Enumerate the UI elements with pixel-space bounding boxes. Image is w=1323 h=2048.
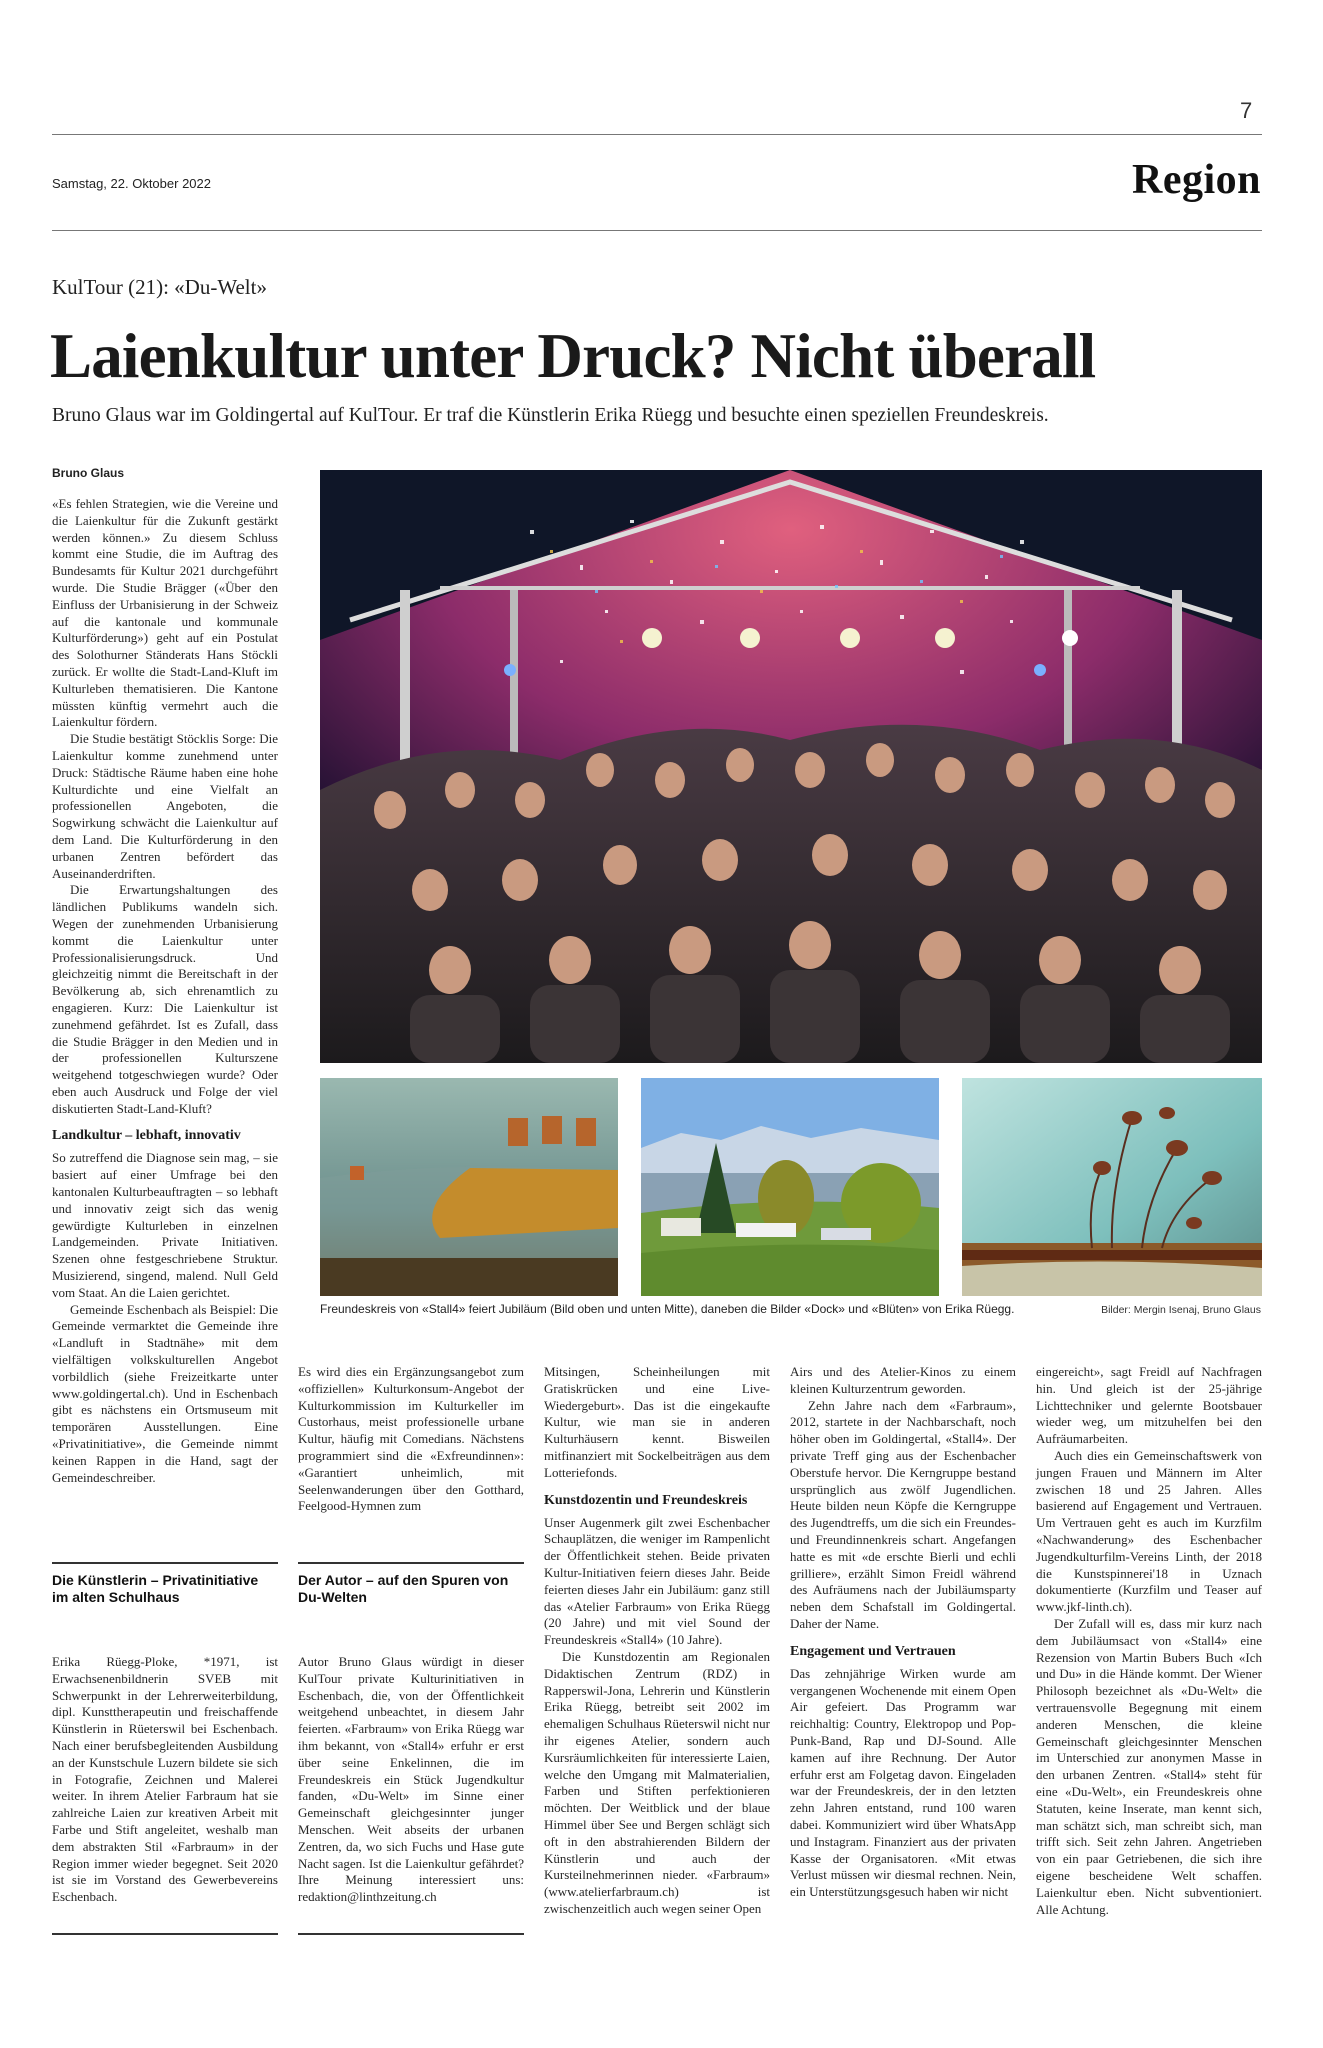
paragraph: Mitsingen, Scheinheilungen mit Gratiskrücken und eine Live-Wiedergeburt». Das ist die eingekaufte Kultur, wie man sie in anderen Kulturhäusern kennt. Bisweilen mitfinanziert mit Sockelbeiträgen aus dem Lotteriefonds. — [544, 1364, 770, 1480]
paragraph: Es wird dies ein Ergänzungsangebot zum «offiziellen» Kulturkonsum-Angebot der Kulturkommission im Kulturkeller im Custorhaus, meist professionelle urbane Kultur, häufig mit Comedians. Nächstens programmiert sind die «Exfreundinnen»: «Garantiert unheimlich, mit Seelenwanderungen über den Gotthard, Feelgood-Hymnen zum — [298, 1364, 524, 1514]
painting-blueten-illustration — [962, 1078, 1262, 1296]
section-title: Region — [1132, 157, 1261, 203]
painting-blueten-photo — [962, 1078, 1262, 1296]
column-2 — [298, 1364, 524, 1515]
page-number: 7 — [1240, 98, 1253, 123]
party-photo-illustration — [320, 470, 1262, 1063]
painting-dock-photo — [320, 1078, 618, 1296]
column-5 — [1036, 1364, 1262, 1918]
box-author-text — [298, 1654, 524, 1906]
box-artist-top-rule — [52, 1562, 278, 1564]
article-lead: Bruno Glaus war im Goldingertal auf KulTour. Er traf die Künstlerin Erika Rüegg und besuchte einen speziellen Freundeskreis. — [52, 405, 1049, 426]
photo-caption: Freundeskreis von «Stall4» feiert Jubiläum (Bild oben und unten Mitte), daneben die Bilder «Dock» und «Blüten» von Erika Rüegg. — [320, 1302, 1015, 1316]
box-author-title: Der Autor – auf den Spuren von Du-Welten — [298, 1572, 509, 1605]
paragraph: Unser Augenmerk gilt zwei Eschenbacher Schauplätzen, die weniger im Rampenlicht der Öffentlichkeit stehen. Beide privaten Kultur-Initiativen feiern dieses Jahr. Beide feierten dieses Jahr ein Jubiläum: ganz still das «Atelier Farbraum» von Erika Rüegg (20 Jahre) und mit viel Sound der Freundeskreis «Stall4» (10 Jahre). — [544, 1514, 770, 1648]
box-artist-title: Die Künstlerin – Privatinitiative im alten Schulhaus — [52, 1572, 259, 1605]
article-kicker: KulTour (21): «Du-Welt» — [52, 275, 267, 299]
paragraph: eingereicht», sagt Freidl auf Nachfragen hin. Und gleich ist der 25-jährige Lichttechniker und gelernte Bootsbauer wieder weg, um mitzuhelfen bei den Aufräumarbeiten. — [1036, 1364, 1262, 1447]
paragraph: Auch dies ein Gemeinschaftswerk von jungen Frauen und Männern im Alter zwischen 18 und 25 Jahren. Alles basierend auf Engagement und Vertrauen. Um Vertrauen geht es auch im Kurzfilm «Nachwanderung» des Eschenbacher Jugendkulturfilm-Vereins Linth, der 2018 die Kunstspinnerei'18 in Uznach dokumentierte (Kurzfilm und Teaser auf www.jkf-linth.ch). — [1036, 1447, 1262, 1615]
column-1 — [52, 496, 278, 1486]
author-byline: Bruno Glaus — [52, 466, 125, 480]
subheading: Kunstdozentin und Freundeskreis — [544, 1492, 748, 1508]
paragraph: Zehn Jahre nach dem «Farbraum», 2012, startete in der Nachbarschaft, noch höher oben im Goldingertal, «Stall4». Der private Treff ging aus der Eschenbacher Oberstufe hervor. Die Kerngruppe bestand ursprünglich aus zwölf Jugendlichen. Heute bilden neun Köpfe die Kerngruppe des Jugendtreffs, um die sich ein Freundes- und Freundinnenkreis schart. Angefangen hatte es mit «de erschte Bierli und echli grilliere», erzählt Simon Freidl während des Aufräumens nach der Jubiläumsparty neben dem Schafstall im Goldingertal. Daher der Name. — [790, 1397, 1016, 1631]
paragraph: Airs und des Atelier-Kinos zu einem kleinen Kulturzentrum geworden. — [790, 1364, 1016, 1396]
paragraph: Erika Rüegg-Ploke, *1971, ist Erwachsenenbildnerin SVEB mit Schwerpunkt in der Lehrerweiterbildung, dipl. Kunsttherapeutin und freischaffende Künstlerin in Rüeterswil bei Eschenbach. Nach einer berufsbegleitenden Ausbildung an der Kunstschule Luzern bildete sie sich in Fotografie, Zeichnen und Malerei weiter. In ihrem Atelier Farbraum hat sie zahlreiche Laien zur kreativen Arbeit mit Farbe und Stift angeleitet, weshalb man dem abstrakten Stil «Farbraum» in der Region immer wieder begegnet. Seit 2020 ist sie im Vorstand des Gewerbevereins Eschenbach. — [52, 1654, 278, 1905]
subheading: Engagement und Vertrauen — [790, 1643, 956, 1659]
issue-date: Samstag, 22. Oktober 2022 — [52, 176, 211, 191]
column-3 — [544, 1364, 770, 1918]
paragraph: Autor Bruno Glaus würdigt in dieser KulTour private Kulturinitiativen in Eschenbach, die, von der Öffentlichkeit weitgehend unbeachtet, in diesem Jahr feierten. «Farbraum» von Erika Rüegg war ihm bekannt, von «Stall4» erfuhr er erst über seine Enkelinnen, die im Freundeskreis ein Stück Jugendkultur fanden, «Du-Welt» im Sinne einer Gemeinschaft gleichgesinnter junger Menschen. Weit abseits der urbanen Zentren, da, wo sich Fuchs und Hase gute Nacht sagen. Ist die Laienkultur gefährdet? Ihre Meinung interessiert uns: redaktion@linthzeitung.ch — [298, 1654, 524, 1905]
box-author-bottom-rule — [298, 1933, 524, 1935]
party-photo — [320, 470, 1262, 1063]
box-author-top-rule — [298, 1562, 524, 1564]
subheading: Landkultur – lebhaft, innovativ — [52, 1128, 241, 1144]
landscape-illustration — [641, 1078, 939, 1296]
paragraph: So zutreffend die Diagnose sein mag, – sie basiert auf einer Umfrage bei den kantonalen Kulturbeauftragten – so lebhaft und innovativ zeigt sich das wenig gewürdigte Kulturleben in einzelnen Landgemeinden. Private Initiativen. Szenen ohne festgeschriebene Struktur. Musizierend, singend, malend. Null Geld vom Staat. An die Laien gerichtet. — [52, 1150, 278, 1300]
box-artist-bottom-rule — [52, 1933, 278, 1935]
header-top-rule — [52, 134, 1262, 135]
box-artist-text — [52, 1654, 278, 1906]
paragraph: Die Kunstdozentin am Regionalen Didaktischen Zentrum (RDZ) in Rapperswil-Jona, Lehrerin und Künstlerin Erika Rüegg, betreibt seit 2002 im ehemaligen Schulhaus Rüeterswil nicht nur ihr eigenes Atelier, sondern auch Kursräumlichkeiten für interessierte Laien, welche den Umgang mit Malmaterialien, Farben und Stiften perfektionieren möchten. Der Weitblick und der blaue Himmel über See und Bergen schlägt sich oft in den abstrahierenden Bildern der Künstlerin und auch der Kursteilnehmerinnen nieder. «Farbraum» (www.atelierfarbraum.ch) ist zwischenzeitlich auch wegen seiner Open — [544, 1648, 771, 1916]
paragraph: Das zehnjährige Wirken wurde am vergangenen Wochenende mit einem Open Air gefeiert. Das Programm war reichhaltig: Country, Elektropop und Pop-Punk-Band, Rap und DJ-Sound. Alle kamen auf ihre Rechnung. Der Autor erfuhr erst am Folgetag davon. Eingeladen war der Freundeskreis, der in den letzten zehn Jahren entstand, rund 100 waren dabei. Kommuniziert wird über WhatsApp und Instagram. Finanziert aus der privaten Kasse der Organisatoren. «Mit etwas Verlust müssen wir diesmal rechnen. Nein, ein Unterstützungsgesuch haben wir nicht — [790, 1665, 1016, 1900]
paragraph: Die Erwartungshaltungen des ländlichen Publikums wandeln sich. Wegen der zunehmenden Urbanisierung kommt die Laienkultur unter Professionalisierungsdruck. Und gleichzeitig nimmt die Bereitschaft in der Bevölkerung ab, sich ehrenamtlich zu engagieren. Kurz: Die Laienkultur ist zunehmend gefährdet. Ist es Zufall, dass die Studie Brägger in den Medien und in der professionellen Kulturszene weitgehend totgeschwiegen wurde? Oder eben auch Ausdruck und Folge der viel diskutierten Stadt-Land-Kluft? — [52, 882, 278, 1116]
painting-dock-illustration — [320, 1078, 618, 1296]
paragraph: «Es fehlen Strategien, wie die Vereine und die Laienkultur für die Zukunft gestärkt werden können.» Zu diesem Schluss kommt eine Studie, die im Auftrag des Bundesamts für Kultur 2021 durchgeführt wurde. Die Studie Brägger («Über den Einfluss der Urbanisierung in der Schweiz auf die kantonale und kommunale Kulturförderung») geht auf ein Postulat des Solothurner Ständerats Hans Stöckli zurück. Er wollte die Stadt-Land-Kluft im Kulturleben thematisieren. Die Kantone müssten künftig vermehrt auch die Laienkultur fördern. — [52, 496, 278, 730]
column-4 — [790, 1364, 1016, 1901]
paragraph: Die Studie bestätigt Stöcklis Sorge: Die Laienkultur komme zunehmend unter Druck: Städtische Räume haben eine hohe Kulturdichte und eine Vielfalt an professionellen Angeboten, die Sogwirkung schwächt die Laienkultur auf dem Land. Die Kulturförderung in den urbanen Zentren befördert das Auseinanderdriften. — [52, 731, 278, 881]
party-landscape-photo — [641, 1078, 939, 1296]
paragraph: Der Zufall will es, dass mir kurz nach dem Jubiläumsact von «Stall4» eine Rezension von Martin Bubers Buch «Ich und Du» in die Hände kommt. Der Wiener Philosoph bezeichnet als «Du-Welt» die vertrauensvolle Begegnung mit einem anderen Menschen, die kleine Gemeinschaft gleichgesinnter Menschen im Unterschied zur anonymen Masse in den urbanen Zentren. «Stall4» steht für eine «Du-Welt», ein Freundeskreis ohne Statuten, keine Inserate, man kennt sich, man schätzt sich, man schreibt sich, man trifft sich. Seit zehn Jahren. Angetrieben von ein paar Getriebenen, die sich ihre eigene bescheidene Welt schaffen. Laienkultur eben. Nicht subventioniert. Alle Achtung. — [1036, 1615, 1262, 1917]
photo-credit: Bilder: Mergin Isenaj, Bruno Glaus — [1101, 1304, 1261, 1316]
paragraph: Gemeinde Eschenbach als Beispiel: Die Gemeinde vermarktet die Gemeinde ihre «Landluft in Stadtnähe» mit dem vielfältigen volkskulturellen Angebot vorbildlich (siehe Freizeitkarte unter www.goldingertal.ch). Und in Eschenbach gibt es nächstens ein Ortsmuseum mit temporären Ausstellungen. Eine «Privatinitiative», die Gemeinde nimmt keinen Rappen in die Hand, sagt der Gemeindeschreiber. — [52, 1301, 278, 1485]
header-bottom-rule — [52, 230, 1262, 231]
article-headline: Laienkultur unter Druck? Nicht überall — [50, 321, 1096, 391]
